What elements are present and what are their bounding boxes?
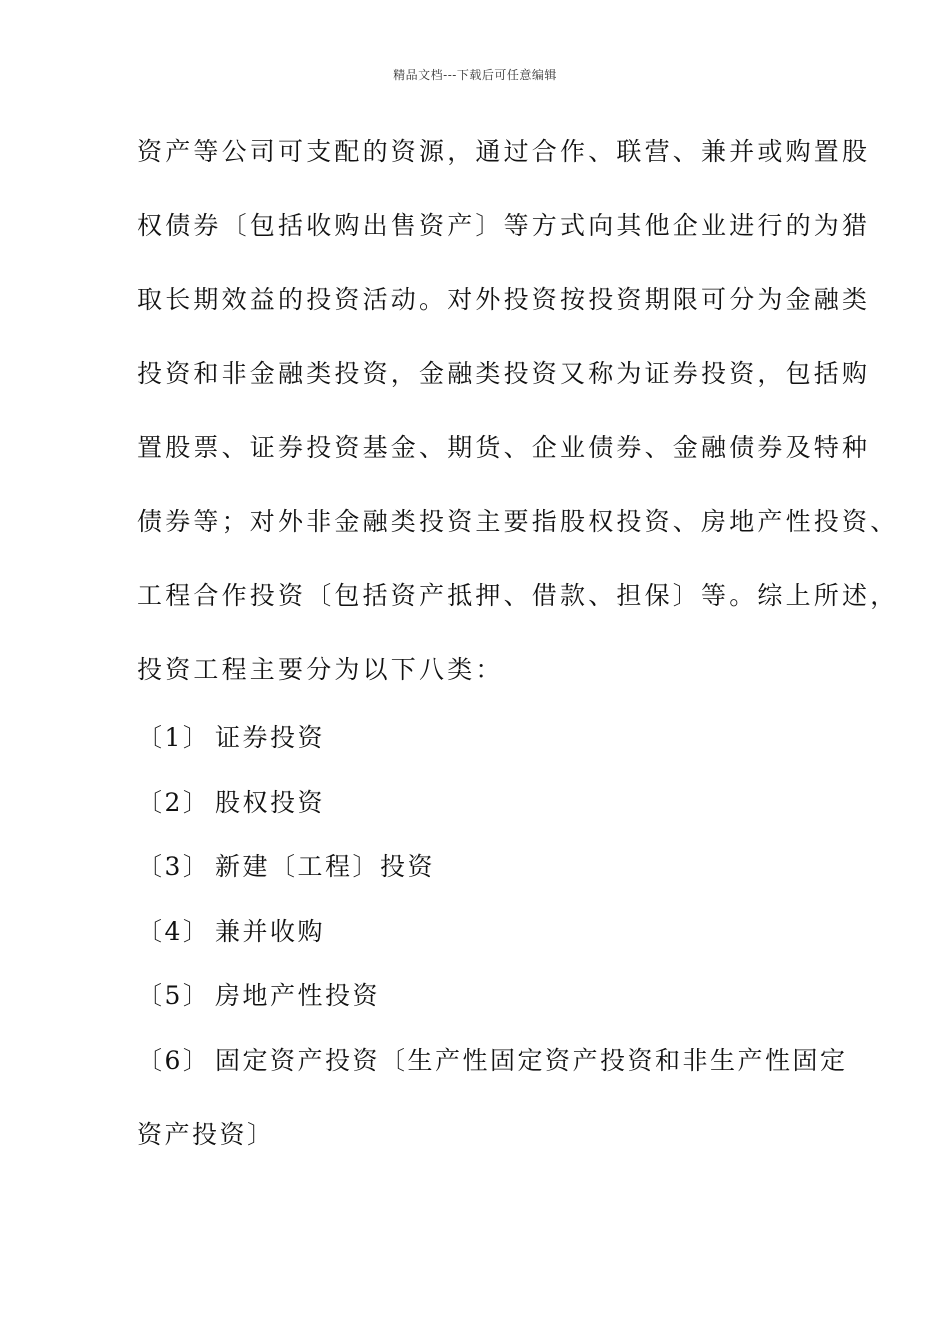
paragraph-line: 投资工程主要分为以下八类： bbox=[137, 655, 504, 684]
list-item-number: 〔6〕 bbox=[137, 1045, 211, 1075]
paragraph-line: 债券等；对外非金融类投资主要指股权投资、房地产性投资、 bbox=[137, 507, 899, 536]
list-item-text: 证券投资 bbox=[215, 723, 326, 752]
paragraph-line: 投资和非金融类投资，金融类投资又称为证券投资，包括购 bbox=[137, 359, 871, 388]
page-header: 精品文档---下载后可任意编辑 bbox=[393, 68, 557, 82]
paragraph-line: 置股票、证券投资基金、期货、企业债券、金融债券及特种 bbox=[137, 433, 871, 462]
list-item-text: 固定资产投资〔生产性固定资产投资和非生产性固定 bbox=[215, 1045, 848, 1075]
list-item-number: 〔4〕 bbox=[137, 916, 211, 946]
paragraph-line: 取长期效益的投资活动。对外投资按投资期限可分为金融类 bbox=[137, 285, 871, 314]
list-item bbox=[137, 712, 827, 777]
list-item-text: 股权投资 bbox=[215, 787, 326, 817]
paragraph-line: 权债券〔包括收购出售资产〕等方式向其他企业进行的为猎 bbox=[137, 211, 871, 240]
list-item-number: 〔2〕 bbox=[137, 787, 211, 817]
list-item-number: 〔5〕 bbox=[137, 981, 211, 1010]
list-item bbox=[137, 841, 827, 906]
list-item-text: 兼并收购 bbox=[215, 916, 326, 946]
list-item bbox=[137, 777, 827, 842]
list-item-text: 新建〔工程〕投资 bbox=[215, 852, 436, 881]
investment-category-list bbox=[137, 712, 848, 1169]
list-item-number: 〔1〕 bbox=[137, 723, 211, 752]
list-item bbox=[137, 906, 827, 971]
paragraph-line: 工程合作投资〔包括资产抵押、借款、担保〕等。综上所述， bbox=[137, 581, 899, 610]
paragraph-line: 资产等公司可支配的资源，通过合作、联营、兼并或购置股 bbox=[137, 137, 871, 166]
list-item-number: 〔3〕 bbox=[137, 852, 211, 881]
list-item bbox=[137, 1035, 848, 1109]
body-paragraph bbox=[137, 127, 899, 719]
list-item bbox=[137, 970, 827, 1035]
list-item-text: 房地产性投资 bbox=[215, 981, 381, 1010]
list-item-continuation: 资产投资〕 bbox=[137, 1119, 275, 1149]
